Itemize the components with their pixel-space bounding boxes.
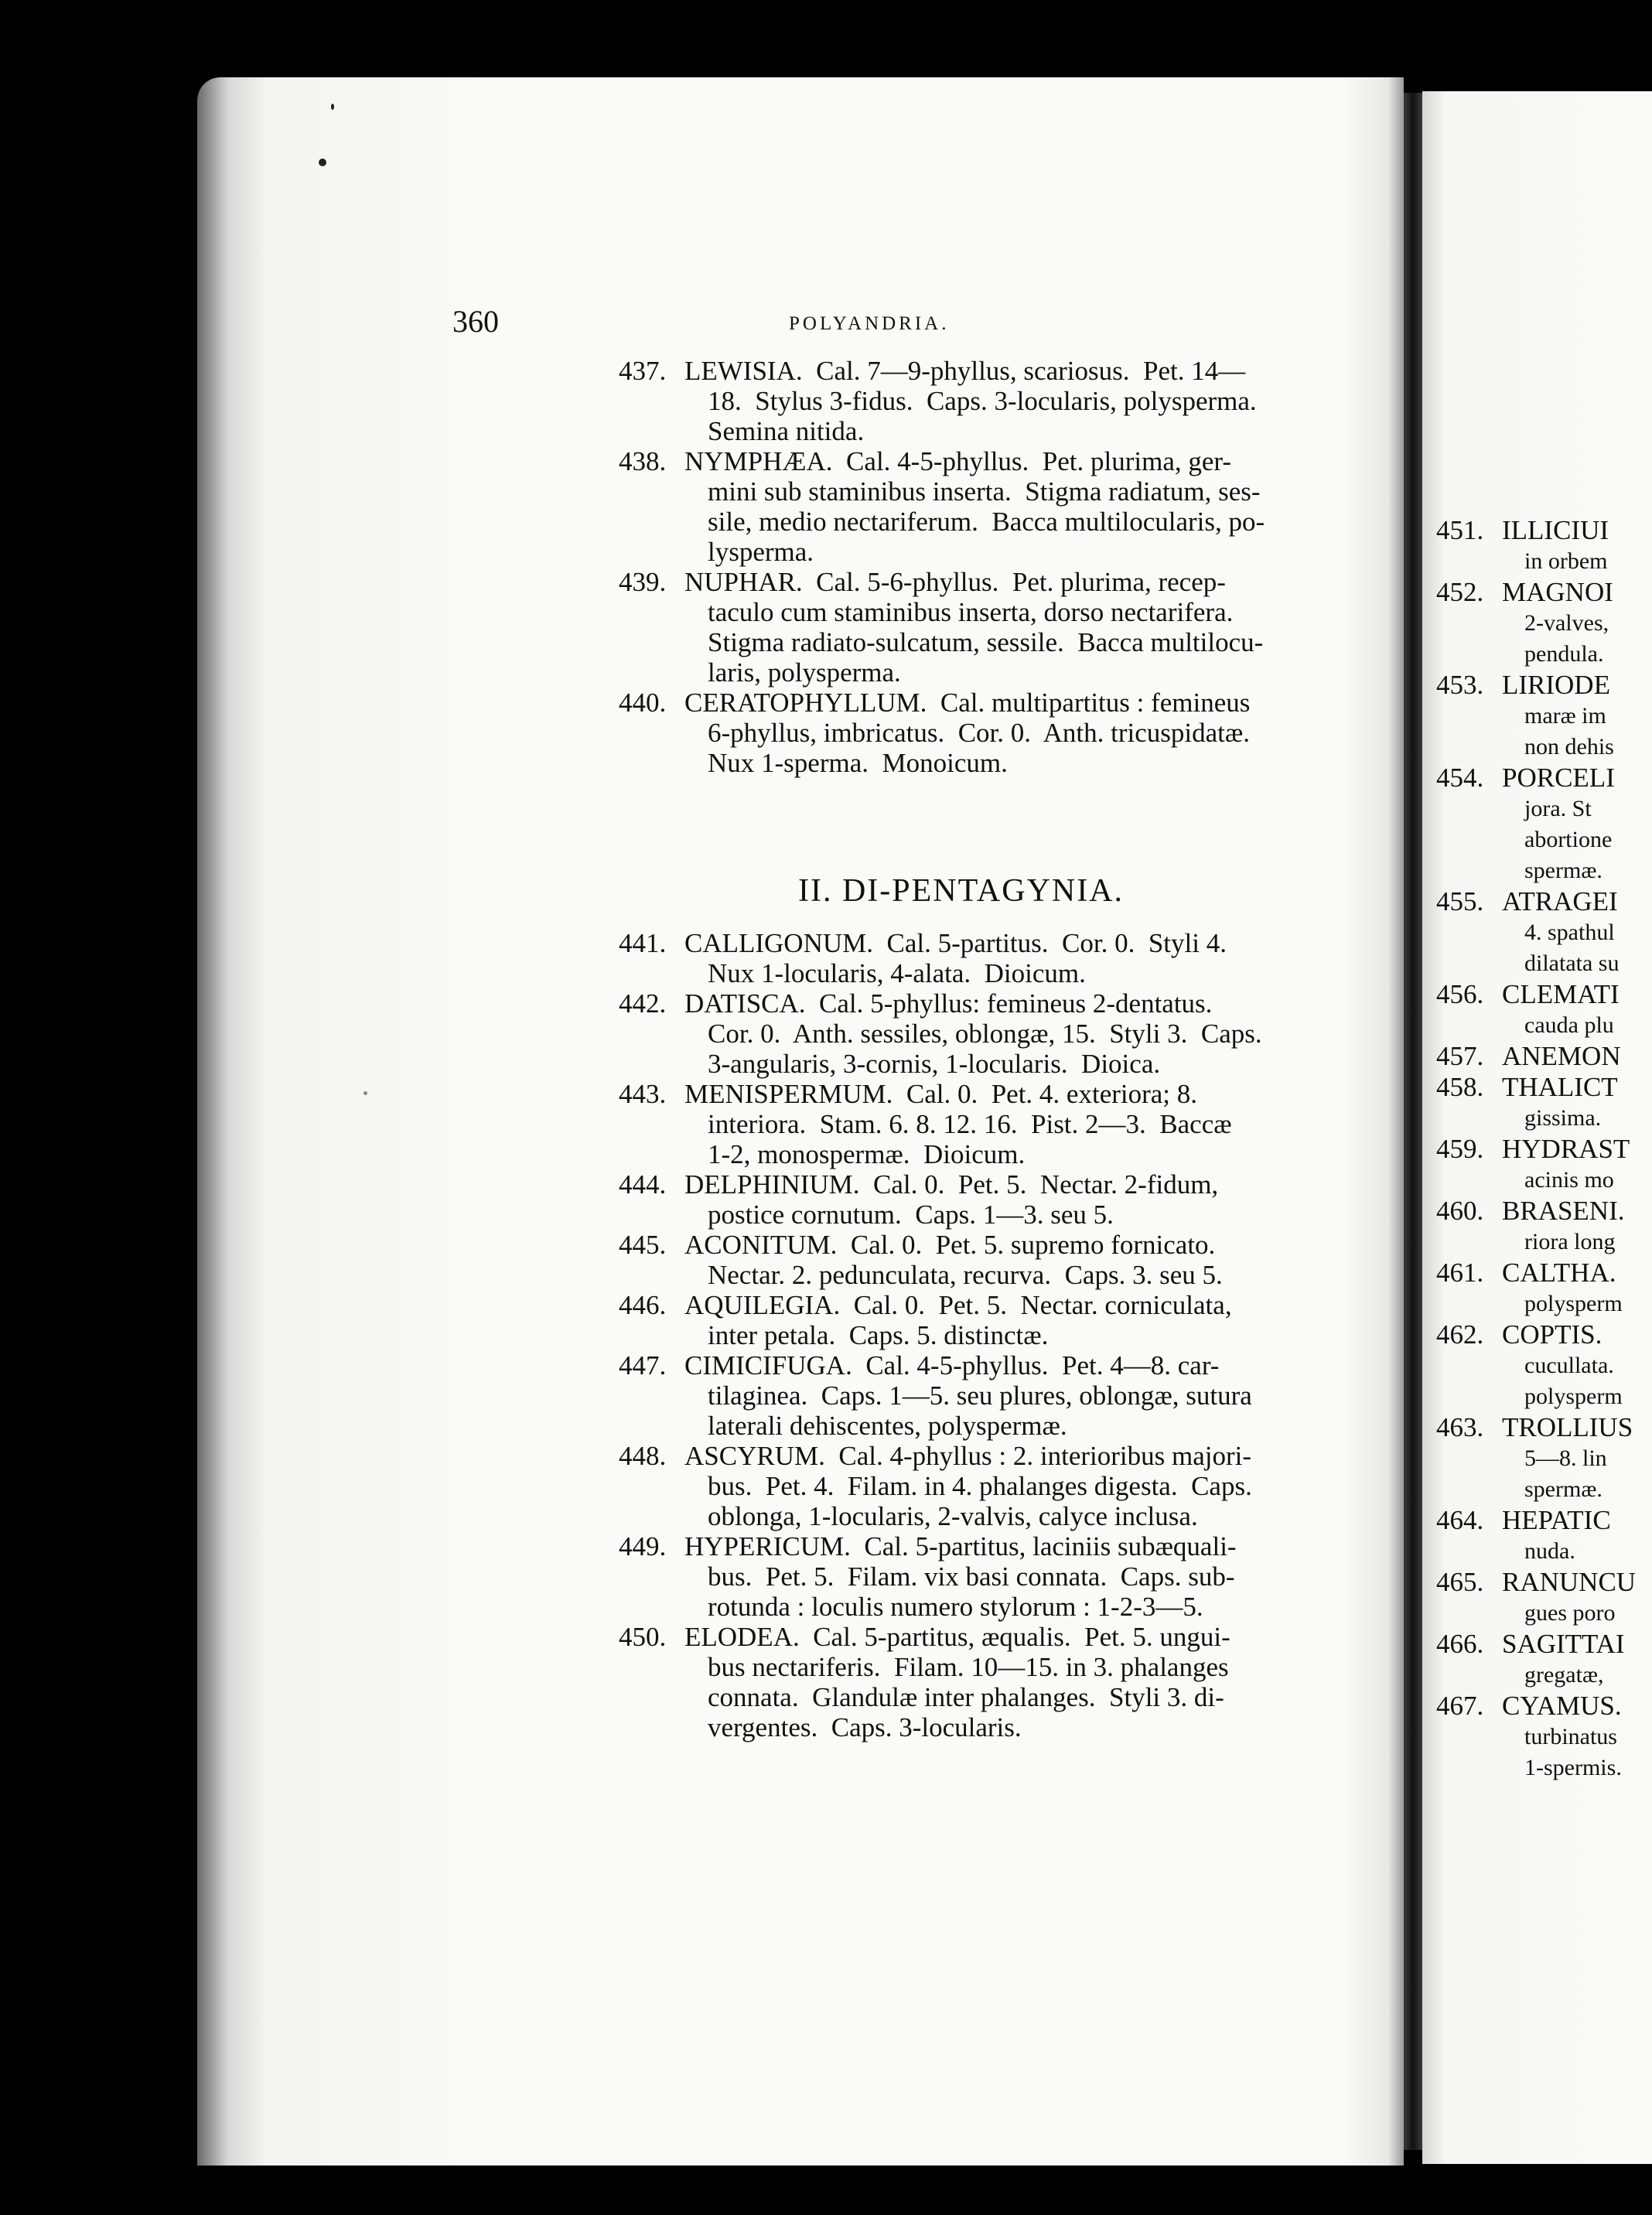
entry-first-line: ELODEA. Cal. 5-partitus, æqualis. Pet. 5. ungui- xyxy=(684,1622,1230,1652)
entry-number: 440. xyxy=(619,688,667,718)
entry-continuation-line: laterali dehiscentes, polyspermæ. xyxy=(708,1411,1067,1441)
entry-continuation-line: mini sub staminibus inserta. Stigma radiatum, ses- xyxy=(708,476,1261,507)
right-entry-number: 456. xyxy=(1436,979,1484,1009)
entry-continuation-line: laris, polysperma. xyxy=(708,657,901,688)
entry-continuation-line: Semina nitida. xyxy=(708,416,865,446)
right-entry-number: 462. xyxy=(1436,1319,1484,1350)
right-entry-genus: HEPATIC xyxy=(1502,1505,1611,1535)
right-entry-number: 460. xyxy=(1436,1196,1484,1226)
entry-number: 439. xyxy=(619,567,667,597)
right-entry-genus: ATRAGEI xyxy=(1502,886,1618,916)
right-entry-genus: RANUNCU xyxy=(1502,1567,1637,1597)
right-entry-genus: CLEMATI xyxy=(1502,979,1620,1009)
entry-continuation-line: bus nectariferis. Filam. 10—15. in 3. phalanges xyxy=(708,1652,1229,1682)
right-entry-genus: LIRIODE xyxy=(1502,670,1610,700)
book-gutter xyxy=(1404,93,1422,2150)
entry-number: 448. xyxy=(619,1441,667,1471)
right-entry-number: 466. xyxy=(1436,1629,1484,1659)
page-number: 360 xyxy=(452,304,499,339)
right-entry-genus: COPTIS. xyxy=(1502,1319,1603,1350)
entry-number: 443. xyxy=(619,1079,667,1109)
right-entry-genus: BRASENI. xyxy=(1502,1196,1625,1226)
right-entry-number: 463. xyxy=(1436,1412,1484,1442)
entry-continuation-line: rotunda : loculis numero stylorum : 1-2-3—5. xyxy=(708,1592,1203,1622)
entry-continuation-line: postice cornutum. Caps. 1—3. seu 5. xyxy=(708,1200,1114,1230)
entry-continuation-line: taculo cum staminibus inserta, dorso nectarifera. xyxy=(708,597,1234,627)
entry-continuation-line: 6-phyllus, imbricatus. Cor. 0. Anth. tricuspidatæ. xyxy=(708,718,1250,748)
entry-continuation-line: 3-angularis, 3-cornis, 1-locularis. Dioica. xyxy=(708,1049,1161,1079)
dust-speck xyxy=(331,104,334,110)
right-entry-genus: HYDRAST xyxy=(1502,1134,1630,1164)
right-entry-number: 459. xyxy=(1436,1134,1484,1164)
entry-number: 450. xyxy=(619,1622,667,1652)
entry-first-line: ASCYRUM. Cal. 4-phyllus : 2. interioribus majori- xyxy=(684,1441,1252,1471)
entry-continuation-line: vergentes. Caps. 3-locularis. xyxy=(708,1712,1022,1742)
right-entry-number: 455. xyxy=(1436,886,1484,916)
entry-number: 445. xyxy=(619,1230,667,1260)
right-entry-genus: CALTHA. xyxy=(1502,1258,1616,1288)
dust-speck xyxy=(319,159,326,166)
entry-first-line: AQUILEGIA. Cal. 0. Pet. 5. Nectar. corniculata, xyxy=(684,1290,1232,1320)
entry-continuation-line: Cor. 0. Anth. sessiles, oblongæ, 15. Styli 3. Caps. xyxy=(708,1019,1262,1049)
entry-first-line: HYPERICUM. Cal. 5-partitus, laciniis subæquali- xyxy=(684,1531,1237,1561)
section-heading: II. DI-PENTAGYNIA. xyxy=(798,873,1125,909)
right-entry-number: 464. xyxy=(1436,1505,1484,1535)
entry-number: 449. xyxy=(619,1531,667,1561)
entry-continuation-line: 1-2, monospermæ. Dioicum. xyxy=(708,1139,1026,1169)
entry-number: 447. xyxy=(619,1350,667,1381)
entry-continuation-line: interiora. Stam. 6. 8. 12. 16. Pist. 2—3. Baccæ xyxy=(708,1109,1232,1139)
right-page: 451. ILLICIUI in orbem 452. MAGNOI 2-valves, pendula. 453. LIRIODE maræ im non dehis 454. PORCELI jora. St abortione spermæ. 455. ATRAGEI 4. spathul dilatata su 456. CLEMATI cauda plu 457. ANEMON 458. THALICT gissima. 459. HYDRAST acinis mo 460. BRASENI. riora long 461. CALTHA. polysperm 462. COPTIS. cucullata. polysperm 463. TROLLIUS 5—8. lin spermæ. 464. HEPATIC nuda. 465. RANUNCU gues poro 466. SAGITTAI gregatæ, 467. CYAMUS. turbinatus 1-spermis. xyxy=(1422,91,1652,2164)
entry-continuation-line: lysperma. xyxy=(708,537,814,567)
entry-continuation-line: Nectar. 2. pedunculata, recurva. Caps. 3. seu 5. xyxy=(708,1260,1223,1290)
right-entry-number: 451. xyxy=(1436,515,1484,545)
entry-number: 441. xyxy=(619,928,667,958)
right-entry-genus: THALICT xyxy=(1502,1072,1618,1102)
entry-first-line: CALLIGONUM. Cal. 5-partitus. Cor. 0. Styli 4. xyxy=(684,928,1227,958)
entry-continuation-line: 18. Stylus 3-fidus. Caps. 3-locularis, polysperma. xyxy=(708,386,1257,416)
right-entry-number: 465. xyxy=(1436,1567,1484,1597)
right-entry-genus: ILLICIUI xyxy=(1502,515,1609,545)
running-head: POLYANDRIA. xyxy=(789,313,950,334)
entry-continuation-line: tilaginea. Caps. 1—5. seu plures, oblongæ, sutura xyxy=(708,1381,1252,1411)
right-entry-number: 453. xyxy=(1436,670,1484,700)
right-entry-genus: SAGITTAI xyxy=(1502,1629,1625,1659)
entry-first-line: CIMICIFUGA. Cal. 4-5-phyllus. Pet. 4—8. car- xyxy=(684,1350,1220,1381)
right-entry-genus: ANEMON xyxy=(1502,1041,1621,1071)
entry-first-line: ACONITUM. Cal. 0. Pet. 5. supremo fornicato. xyxy=(684,1230,1216,1260)
entry-first-line: NUPHAR. Cal. 5-6-phyllus. Pet. plurima, recep- xyxy=(684,567,1226,597)
entry-number: 444. xyxy=(619,1169,667,1200)
right-entry-genus: MAGNOI xyxy=(1502,577,1613,607)
right-entry-number: 461. xyxy=(1436,1258,1484,1288)
entry-continuation-line: inter petala. Caps. 5. distinctæ. xyxy=(708,1320,1049,1350)
entry-continuation-line: Nux 1-sperma. Monoicum. xyxy=(708,748,1008,778)
entry-number: 442. xyxy=(619,988,667,1019)
right-entry-number: 454. xyxy=(1436,763,1484,793)
entry-continuation-line: bus. Pet. 5. Filam. vix basi connata. Caps. sub- xyxy=(708,1561,1235,1592)
entry-continuation-line: oblonga, 1-locularis, 2-valvis, calyce inclusa. xyxy=(708,1501,1198,1531)
dust-speck xyxy=(364,1091,367,1095)
entry-continuation-line: Nux 1-locularis, 4-alata. Dioicum. xyxy=(708,958,1086,988)
right-entry-number: 452. xyxy=(1436,577,1484,607)
entry-continuation-line: bus. Pet. 4. Filam. in 4. phalanges digesta. Caps. xyxy=(708,1471,1252,1501)
right-entry-genus: PORCELI xyxy=(1502,763,1615,793)
entry-first-line: DATISCA. Cal. 5-phyllus: femineus 2-dentatus. xyxy=(684,988,1213,1019)
entry-number: 437. xyxy=(619,356,667,386)
entry-first-line: CERATOPHYLLUM. Cal. multipartitus : femineus xyxy=(684,688,1251,718)
right-entry-number: 458. xyxy=(1436,1072,1484,1102)
entry-continuation-line: Stigma radiato-sulcatum, sessile. Bacca multilocu- xyxy=(708,627,1264,657)
entry-number: 438. xyxy=(619,446,667,476)
right-entry-number: 467. xyxy=(1436,1691,1484,1721)
right-entry-genus: CYAMUS. xyxy=(1502,1691,1622,1721)
entry-first-line: MENISPERMUM. Cal. 0. Pet. 4. exteriora; 8. xyxy=(684,1079,1198,1109)
entry-continuation-line: sile, medio nectariferum. Bacca multilocularis, po- xyxy=(708,507,1265,537)
entry-number: 446. xyxy=(619,1290,667,1320)
right-entry-genus: TROLLIUS xyxy=(1502,1412,1633,1442)
entry-first-line: NYMPHÆA. Cal. 4-5-phyllus. Pet. plurima, ger- xyxy=(684,446,1232,476)
entry-continuation-line: connata. Glandulæ inter phalanges. Styli 3. di- xyxy=(708,1682,1224,1712)
entry-first-line: LEWISIA. Cal. 7—9-phyllus, scariosus. Pet. 14— xyxy=(684,356,1246,386)
entry-first-line: DELPHINIUM. Cal. 0. Pet. 5. Nectar. 2-fidum, xyxy=(684,1169,1219,1200)
right-entry-number: 457. xyxy=(1436,1041,1484,1071)
